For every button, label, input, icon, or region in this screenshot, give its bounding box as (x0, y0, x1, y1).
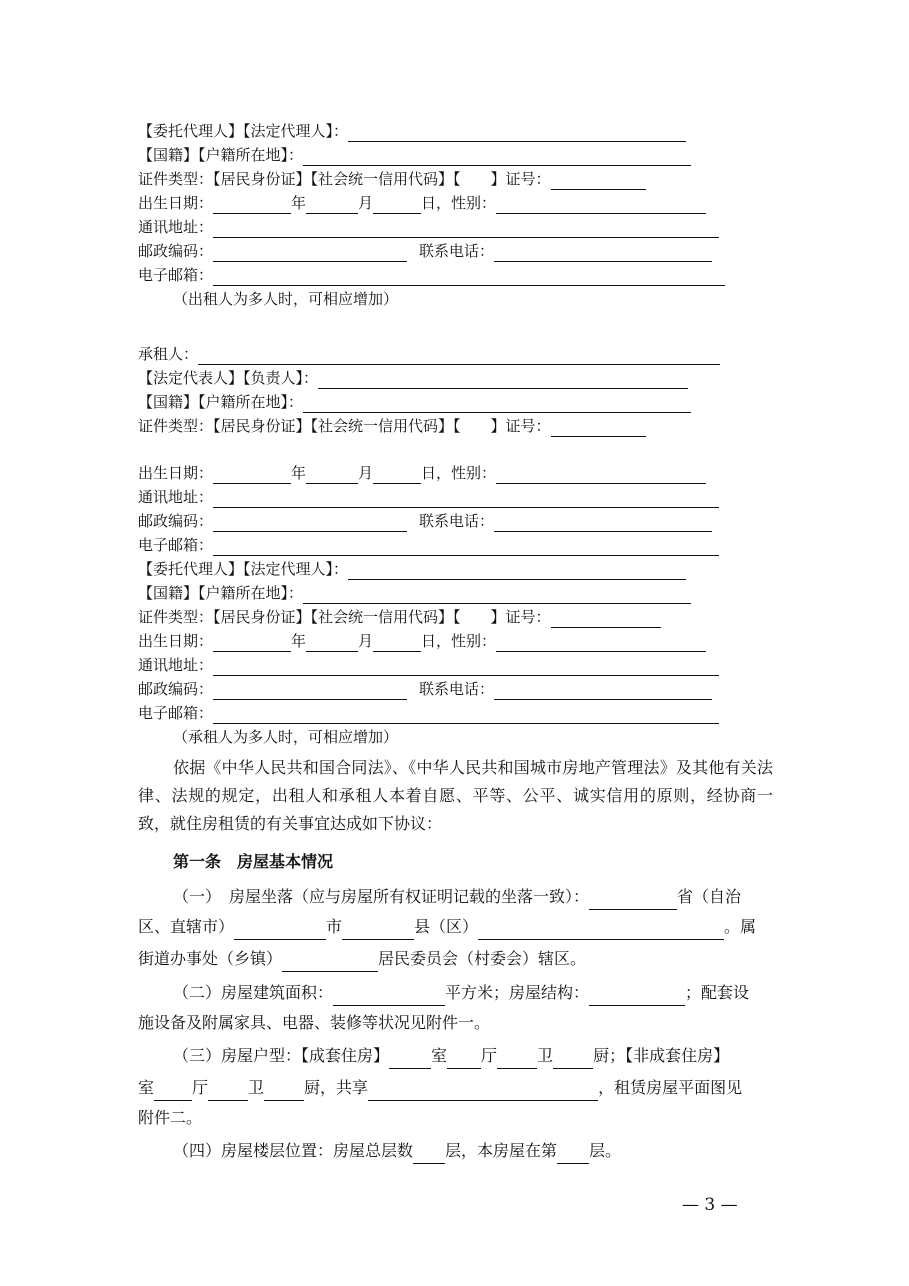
lessee-address-line (138, 486, 719, 508)
label: （承租人为多人时，可相应增加） (173, 728, 399, 746)
label: 月 (358, 632, 374, 650)
label: 日，性别： (421, 632, 497, 650)
blank-field[interactable] (494, 514, 712, 532)
blank-field[interactable] (282, 951, 378, 972)
label: 街道办事处（乡镇） (138, 949, 283, 968)
blank-field[interactable] (494, 682, 712, 700)
label: 【委托代理人】【法定代理人】： (138, 122, 349, 140)
label: 厅 (192, 1078, 209, 1097)
intro-text: 依据《中华人民共和国合同法》、《中华人民共和国城市房地产管理法》及其他有关法律、法规的规定，出租人和承租人本着自愿、平等、公平、诚实信用的原则，经协商一致，就住房租赁的有关事宜达成如下协议： (138, 758, 773, 833)
label: 县（区） (414, 917, 479, 936)
lessor-agent-line (138, 120, 686, 142)
blank-field[interactable] (213, 658, 719, 676)
lessee-zip-line (138, 510, 712, 532)
blank-field[interactable] (389, 1048, 431, 1069)
blank-field[interactable] (333, 985, 445, 1006)
lessor-note (173, 288, 398, 310)
lessor-address-line (138, 216, 719, 238)
label: 出生日期： (138, 194, 214, 212)
label: 日，性别： (421, 464, 497, 482)
blank-field[interactable] (373, 466, 421, 484)
article-1-s1-line3 (138, 946, 586, 972)
label: 。属 (724, 917, 757, 936)
label: 月 (358, 464, 374, 482)
label: 邮政编码： (138, 680, 214, 698)
label: （一） 房屋坐落（应与房屋所有权证明记载的坐落一致）： (173, 887, 590, 906)
blank-field[interactable] (234, 919, 326, 940)
label: 年 (291, 194, 307, 212)
label: 电子邮箱： (138, 266, 214, 284)
label: 月 (358, 194, 374, 212)
lessor-birth-line (138, 192, 706, 214)
label: 【国籍】【户籍所在地】： (138, 584, 304, 602)
blank-field[interactable] (551, 172, 646, 190)
blank-field[interactable] (447, 1048, 481, 1069)
label: 卫 (537, 1046, 554, 1065)
lessee-agent-nationality-line (138, 582, 691, 604)
lessee-agent-birth-line (138, 630, 706, 652)
blank-field[interactable] (553, 1048, 593, 1069)
label: 【国籍】【户籍所在地】： (138, 146, 304, 164)
blank-field[interactable] (496, 196, 706, 214)
label: 日，性别： (421, 194, 497, 212)
blank-field[interactable] (213, 244, 407, 262)
article-1-s1-line1 (173, 884, 741, 910)
blank-field[interactable] (478, 919, 724, 940)
label: 承租人： (138, 345, 199, 363)
article-1-s4-line1 (173, 1138, 621, 1164)
blank-field[interactable] (213, 490, 719, 508)
label: 电子邮箱： (138, 704, 214, 722)
lessor-nationality-line (138, 144, 691, 166)
label: 层。 (589, 1141, 622, 1160)
blank-field[interactable] (213, 268, 725, 286)
label: 证件类型：【居民身份证】【社会统一信用代码】【 】证号： (138, 170, 551, 188)
blank-field[interactable] (348, 562, 686, 580)
lessor-id-line (138, 168, 646, 190)
blank-field[interactable] (213, 196, 291, 214)
label: 联系电话： (419, 242, 495, 260)
label: 省（自治 (677, 887, 742, 906)
intro-paragraph (138, 754, 773, 838)
blank-field[interactable] (551, 610, 661, 628)
blank-field[interactable] (213, 706, 719, 724)
label: 层，本房屋在第 (445, 1141, 558, 1160)
label: （出租人为多人时，可相应增加） (173, 290, 399, 308)
blank-field[interactable] (413, 1143, 445, 1164)
blank-field[interactable] (213, 682, 407, 700)
label: 出生日期： (138, 464, 214, 482)
lessee-note (173, 726, 398, 748)
blank-field[interactable] (496, 634, 706, 652)
lessee-agent-id-line (138, 606, 661, 628)
label: 年 (291, 632, 307, 650)
blank-field[interactable] (303, 148, 691, 166)
blank-field[interactable] (557, 1143, 589, 1164)
label: 【法定代表人】【负责人】： (138, 369, 319, 387)
label: 邮政编码： (138, 242, 214, 260)
label: 联系电话： (419, 512, 495, 530)
lessee-agent-line (138, 558, 686, 580)
lessee-birth-line (138, 462, 706, 484)
lessor-zip-line (138, 240, 712, 262)
label: ，租赁房屋平面图见 (598, 1078, 743, 1097)
blank-field[interactable] (348, 124, 686, 142)
label: 区、直辖市） (138, 917, 235, 936)
label: 通讯地址： (138, 218, 214, 236)
label: 联系电话： (419, 680, 495, 698)
blank-field[interactable] (373, 634, 421, 652)
label: 室 (431, 1046, 448, 1065)
blank-field[interactable] (306, 466, 358, 484)
label: 年 (291, 464, 307, 482)
label: 厨；【非成套住房】 (593, 1046, 730, 1065)
lessee-agent-email-line (138, 702, 719, 724)
blank-field[interactable] (264, 1080, 304, 1101)
lessee-id-line (138, 415, 646, 437)
label: 邮政编码： (138, 512, 214, 530)
blank-field[interactable] (213, 514, 407, 532)
blank-field[interactable] (497, 1048, 537, 1069)
blank-field[interactable] (154, 1080, 192, 1101)
label: 厨，共享 (304, 1078, 369, 1097)
article-1-s1-line2 (138, 914, 756, 940)
blank-field[interactable] (198, 347, 720, 365)
blank-field[interactable] (496, 466, 706, 484)
article-1-title: 第一条 房屋基本情况 (173, 852, 334, 871)
blank-field[interactable] (494, 244, 712, 262)
label: 出生日期： (138, 632, 214, 650)
blank-field[interactable] (303, 395, 691, 413)
label: 【委托代理人】【法定代理人】： (138, 560, 349, 578)
lessor-email-line (138, 264, 725, 286)
label: 通讯地址： (138, 656, 214, 674)
blank-field[interactable] (208, 1080, 248, 1101)
label: 厅 (481, 1046, 498, 1065)
blank-field[interactable] (589, 889, 677, 910)
lessee-nationality-line (138, 391, 691, 413)
article-1-s3-line1 (173, 1043, 729, 1069)
label: 平方米；房屋结构： (445, 983, 590, 1002)
lessee-name-line (138, 343, 720, 365)
label: （三）房屋户型：【成套住房】 (173, 1046, 390, 1065)
blank-field[interactable] (213, 634, 291, 652)
blank-field[interactable] (589, 985, 685, 1006)
lessee-agent-address-line (138, 654, 719, 676)
blank-field[interactable] (306, 634, 358, 652)
lessee-rep-line (138, 367, 688, 389)
label: ；配套设 (685, 983, 750, 1002)
label: 附件二。 (138, 1108, 203, 1127)
blank-field[interactable] (342, 919, 414, 940)
blank-field[interactable] (213, 466, 291, 484)
article-1-s3-line3 (138, 1105, 202, 1131)
lessee-agent-zip-line (138, 678, 712, 700)
label: 市 (326, 917, 343, 936)
blank-field[interactable] (551, 419, 646, 437)
label: 居民委员会（村委会）辖区。 (378, 949, 587, 968)
article-1-s2-line2 (138, 1010, 490, 1036)
label: 通讯地址： (138, 488, 214, 506)
label: 室 (138, 1078, 155, 1097)
page-number: — 3 — (682, 1195, 738, 1215)
label: （四）房屋楼层位置：房屋总层数 (173, 1141, 414, 1160)
blank-field[interactable] (303, 586, 691, 604)
label: 证件类型：【居民身份证】【社会统一信用代码】【 】证号： (138, 608, 551, 626)
blank-field[interactable] (306, 196, 358, 214)
label: 证件类型：【居民身份证】【社会统一信用代码】【 】证号： (138, 417, 551, 435)
label: 【国籍】【户籍所在地】： (138, 393, 304, 411)
article-1-s2-line1 (173, 980, 749, 1006)
blank-field[interactable] (213, 220, 719, 238)
blank-field[interactable] (318, 371, 688, 389)
label: 施设备及附属家具、电器、装修等状况见附件一。 (138, 1013, 491, 1032)
article-1-s3-line2 (138, 1075, 742, 1101)
blank-field[interactable] (368, 1080, 598, 1101)
lessee-email-line (138, 534, 719, 556)
blank-field[interactable] (213, 538, 719, 556)
label: 卫 (248, 1078, 265, 1097)
blank-field[interactable] (373, 196, 421, 214)
label: 电子邮箱： (138, 536, 214, 554)
label: （二）房屋建筑面积： (173, 983, 334, 1002)
